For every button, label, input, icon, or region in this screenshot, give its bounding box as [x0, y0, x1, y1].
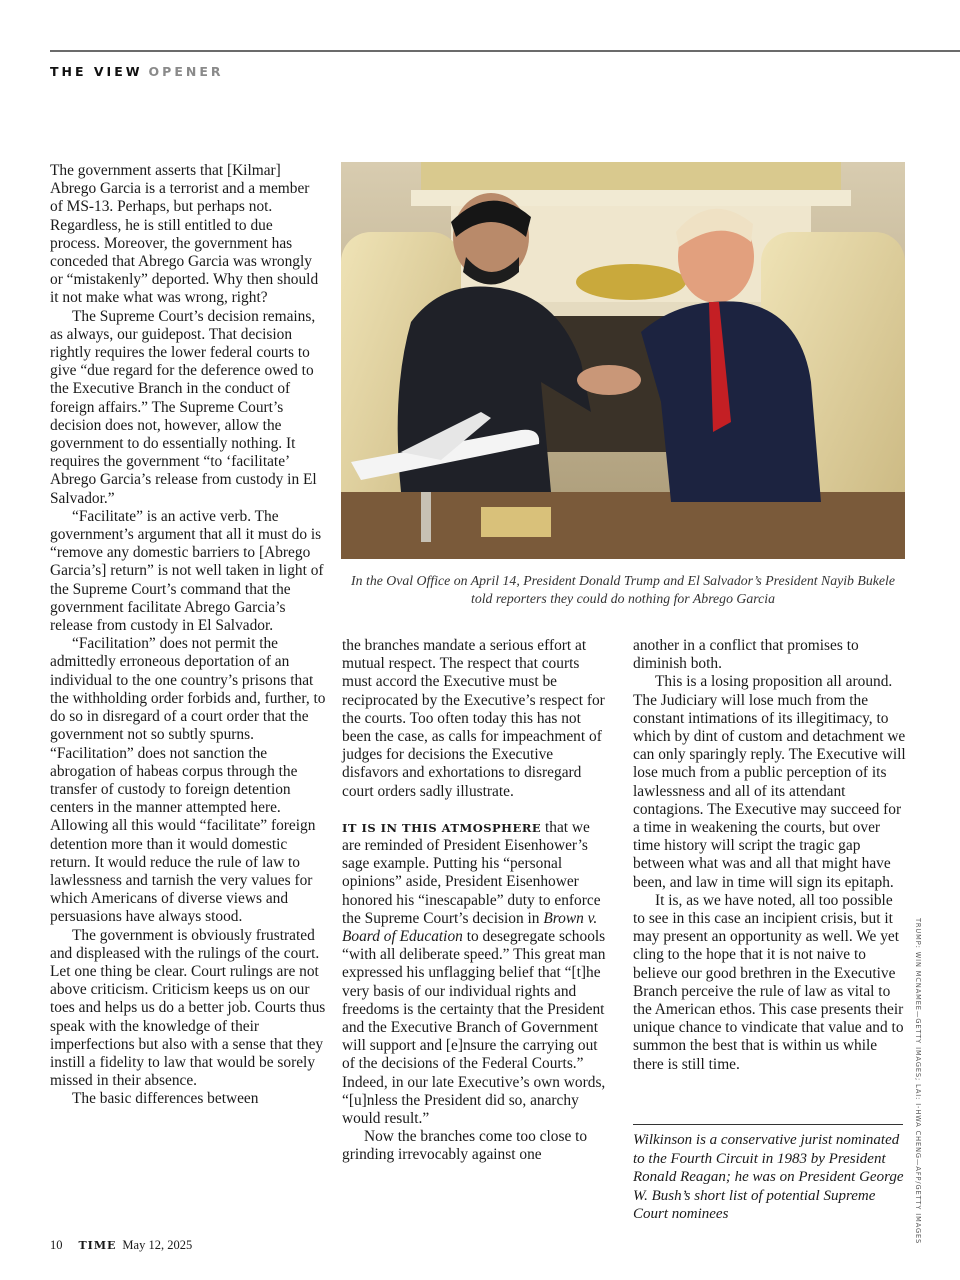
- lead-in: IT IS IN THIS ATMOSPHERE: [342, 820, 542, 835]
- paragraph-text: to desegregate schools “with all deliberate speed.” This great man expressed his unflagging belief that “[t]he very basis of our individual rights and freedoms is the certainty that the President and the Executive Branch of Government will support and [e]nsure the carrying out of the decisions of the Federal Courts.” Indeed, in our late Executive’s own words, “[u]nless the President did so, anarchy would result.”: [342, 928, 606, 1128]
- magazine-name: TIME: [78, 1239, 117, 1252]
- oval-office-photo: [341, 162, 905, 559]
- photo-illustration: [341, 162, 905, 559]
- paragraph: Now the branches come too close to grinding irrevocably against one: [342, 1128, 588, 1164]
- paragraph: [342, 819, 612, 1128]
- page-number: 10: [50, 1238, 63, 1252]
- paragraph: The government asserts that [Kilmar] Abrego Garcia is a terrorist and a member of MS-13. Perhaps, but perhaps not. Regardless, he is still entitled to due process. Moreover, the government has conceded that Abrego Garcia was wrongly or “mistakenly” deported. Why then should it not make what was wrong, right?: [50, 162, 319, 307]
- author-bio: Wilkinson is a conservative jurist nominated to the Fourth Circuit in 1983 by President Ronald Reagan; he was on President George W. Bush’s short list of potential Supreme Court nominees: [633, 1132, 904, 1223]
- paragraph: This is a losing proposition all around. The Judiciary will lose much from the constant intimations of its illegitimacy, to which by dint of custom and detachment we can only sparingly reply. The Executive will lose much from a public perception of its lawlessness and all of its attendant contagions. The Executive may succeed for a time in weakening the courts, but over time history will script the tragic gap between what was and all that might have been, and law in time will sign its epitaph.: [633, 673, 906, 891]
- case-name: Brown v. Board of Education: [342, 909, 598, 946]
- article-column-3: [633, 637, 908, 1074]
- article-column-2: [342, 637, 612, 1165]
- paragraph: The government is obviously frustrated and displeased with the rulings of the court. Let one thing be clear. Court rulings are not above criticism. Criticism keeps us on our toes and helps us do a better job. Courts thus speak with the knowledge of their imperfections but also with a sense that they instill a fidelity to law that would be sorely missed in their absence.: [50, 926, 326, 1090]
- paragraph: The basic differences between: [72, 1090, 259, 1108]
- section-name: THE VIEW: [50, 64, 143, 79]
- paragraph: It is, as we have noted, all too possible to see in this case an incipient crisis, but it may present an opportunity as well. We yet cling to the hope that it is not naive to believe our good brethren in the Executive Branch perceive the rule of law as vital to the American ethos. This case presents their unique chance to vindicate that value and to summon the best that is within us while there is still time.: [633, 891, 904, 1073]
- paragraph: “Facilitate” is an active verb. The government’s argument that all it must do is “remove any domestic barriers to [Abrego Garcia’s] return” is not well taken in light of the Supreme Court’s command that the government facilitate Abrego Garcia’s release from custody in El Salvador.: [50, 507, 324, 635]
- page-footer: [50, 1238, 192, 1253]
- paragraph: the branches mandate a serious effort at mutual respect. The respect that courts must accord the Executive must be reciprocated by the Executive’s respect for the courts. Too often today this has not been the case, as calls for impeachment of judges for decisions the Executive disfavors and exhortations to disregard court orders sadly illustrate.: [342, 637, 605, 800]
- photo-caption: In the Oval Office on April 14, President Donald Trump and El Salvador’s President Nayib Bukele told reporters they could do nothing for Abrego Garcia: [351, 573, 895, 606]
- photo-credit: TRUMP: WIN MCNAMEE—GETTY IMAGES; LAI: I-HWA CHENG—AFP/GETTY IMAGES: [914, 918, 922, 1245]
- article-column-1: [50, 162, 326, 1109]
- paragraph: “Facilitation” does not permit the admittedly erroneous deportation of an individual to the one country’s prisons that the withholding order forbids and, further, to do so in disregard of a court order that the government not so subtly spurns. “Facilitation” does not sanction the abrogation of habeas corpus through the transfer of custody to foreign detention centers in the manner attempted here. Allowing all this would “facilitate” foreign detention more than it would domestic return. It would reduce the rule of law to lawlessness and tarnish the very values for which Americans of diverse views and persuasions have always stood.: [50, 635, 326, 926]
- issue-date: May 12, 2025: [122, 1238, 193, 1252]
- subsection-name: OPENER: [148, 64, 224, 79]
- section-header: [50, 64, 223, 79]
- paragraph: another in a conflict that promises to diminish both.: [633, 637, 859, 673]
- paragraph: The Supreme Court’s decision remains, as always, our guidepost. That decision rightly requires the lower federal courts to give “due regard for the deference owed to the Executive Branch in the conduct of foreign affairs.” The Supreme Court’s decision does not, however, allow the government to do essentially nothing. It requires the government “to ‘facilitate’ Abrego Garcia’s release from custody in El Salvador.”: [50, 307, 317, 507]
- top-rule: [50, 50, 960, 52]
- paragraph-text: that we are reminded of President Eisenhower’s sage example. Putting his “personal opinions” aside, President Eisenhower honored his “inescapable” duty to enforce the Supreme Court’s decision in: [342, 818, 601, 927]
- bio-divider: [633, 1124, 903, 1125]
